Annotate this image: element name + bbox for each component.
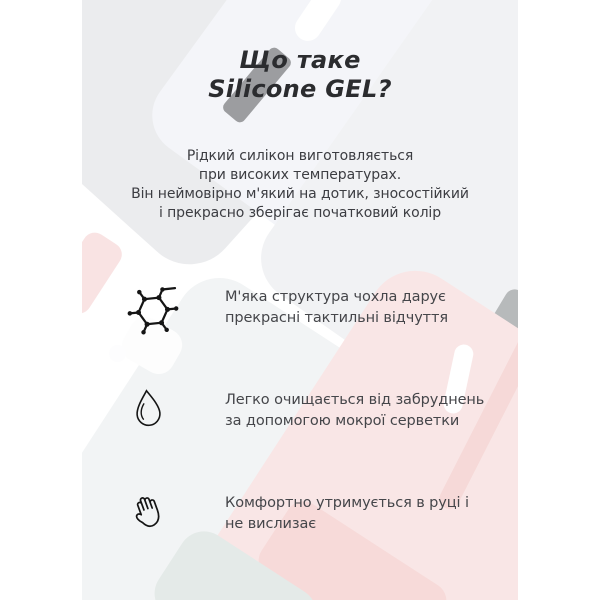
title-line-2: Silicone GEL?	[208, 75, 392, 103]
feature-2-line-2: за допомогою мокрої серветки	[225, 413, 460, 429]
hand-icon	[128, 485, 170, 537]
feature-1-line-2: прекрасні тактильні відчуття	[225, 310, 448, 326]
feature-easy-cleaning	[225, 390, 484, 432]
page-title	[0, 46, 600, 104]
intro-line-4: і прекрасно зберігає початковий колір	[158, 205, 441, 221]
title-line-1: Що таке	[239, 46, 361, 74]
feature-2-line-1: Легко очищається від забруднень	[225, 392, 485, 408]
intro-line-1: Рідкий силікон виготовляється	[186, 148, 414, 164]
feature-soft-structure	[225, 287, 448, 329]
feature-3-line-2: не вислизає	[225, 516, 317, 532]
feature-3-line-1: Комфортно утримується в руці і	[225, 495, 469, 511]
intro-line-3: Він неймовірно м'який на дотик, зносостійкий	[131, 186, 469, 202]
molecule-icon	[120, 276, 186, 342]
feature-1-line-1: М'яка структура чохла дарує	[225, 289, 446, 305]
feature-comfortable-grip	[225, 493, 469, 535]
intro-line-2: при високих температурах.	[198, 167, 402, 183]
water-drop-icon	[130, 384, 166, 432]
intro-paragraph	[0, 147, 600, 223]
